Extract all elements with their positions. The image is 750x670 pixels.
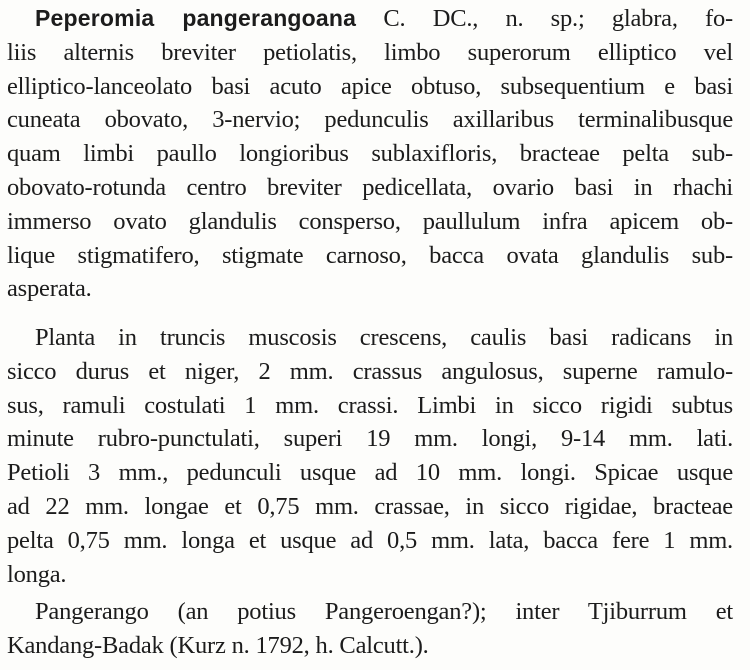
text-line: cuneata obovato, 3-nervio; pedunculis axillaribus terminalibusque bbox=[7, 106, 733, 134]
author-and-diagnosis-start: C. DC., n. sp.; glabra, fo- bbox=[356, 5, 733, 32]
text-line bbox=[7, 2, 733, 36]
text-line: ad 22 mm. longae et 0,75 mm. crassae, in sicco rigidae, bracteae bbox=[7, 492, 733, 520]
text-line: longa. bbox=[7, 560, 67, 588]
text-line: elliptico-lanceolato basi acuto apice obtuso, subsequentium e basi bbox=[7, 72, 733, 100]
habit-description-paragraph bbox=[7, 321, 733, 591]
text-line: Pangerango (an potius Pangeroengan?); inter Tjiburrum et bbox=[35, 598, 733, 625]
text-line: asperata. bbox=[7, 275, 92, 303]
species-name: Peperomia pangerangoana bbox=[35, 5, 357, 31]
text-line: pelta 0,75 mm. longa et usque ad 0,5 mm. lata, bacca fere 1 mm. bbox=[7, 526, 733, 554]
text-line: Planta in truncis muscosis crescens, caulis basi radicans in bbox=[35, 324, 733, 351]
text-line: lique stigmatifero, stigmate carnoso, bacca ovata glandulis sub- bbox=[7, 241, 733, 269]
text-line: quam limbi paullo longioribus sublaxifloris, bracteae pelta sub- bbox=[7, 140, 733, 168]
text-line: Kandang-Badak (Kurz n. 1792, h. Calcutt.). bbox=[7, 631, 429, 659]
text-line: immerso ovato glandulis consperso, paullulum infra apicem ob- bbox=[7, 207, 733, 235]
text-line: liis alternis breviter petiolatis, limbo superorum elliptico vel bbox=[7, 38, 733, 66]
species-description-paragraph bbox=[7, 2, 733, 306]
text-line: minute rubro-punctulati, superi 19 mm. longi, 9-14 mm. lati. bbox=[7, 425, 733, 453]
text-line: obovato-rotunda centro breviter pedicellata, ovario basi in rhachi bbox=[7, 173, 733, 201]
text-line: sus, ramuli costulati 1 mm. crassi. Limbi in sicco rigidi subtus bbox=[7, 391, 733, 419]
text-line: sicco durus et niger, 2 mm. crassus angulosus, superne ramulo- bbox=[7, 357, 733, 385]
locality-paragraph bbox=[7, 595, 733, 663]
text-line: Petioli 3 mm., pedunculi usque ad 10 mm. longi. Spicae usque bbox=[7, 459, 733, 487]
